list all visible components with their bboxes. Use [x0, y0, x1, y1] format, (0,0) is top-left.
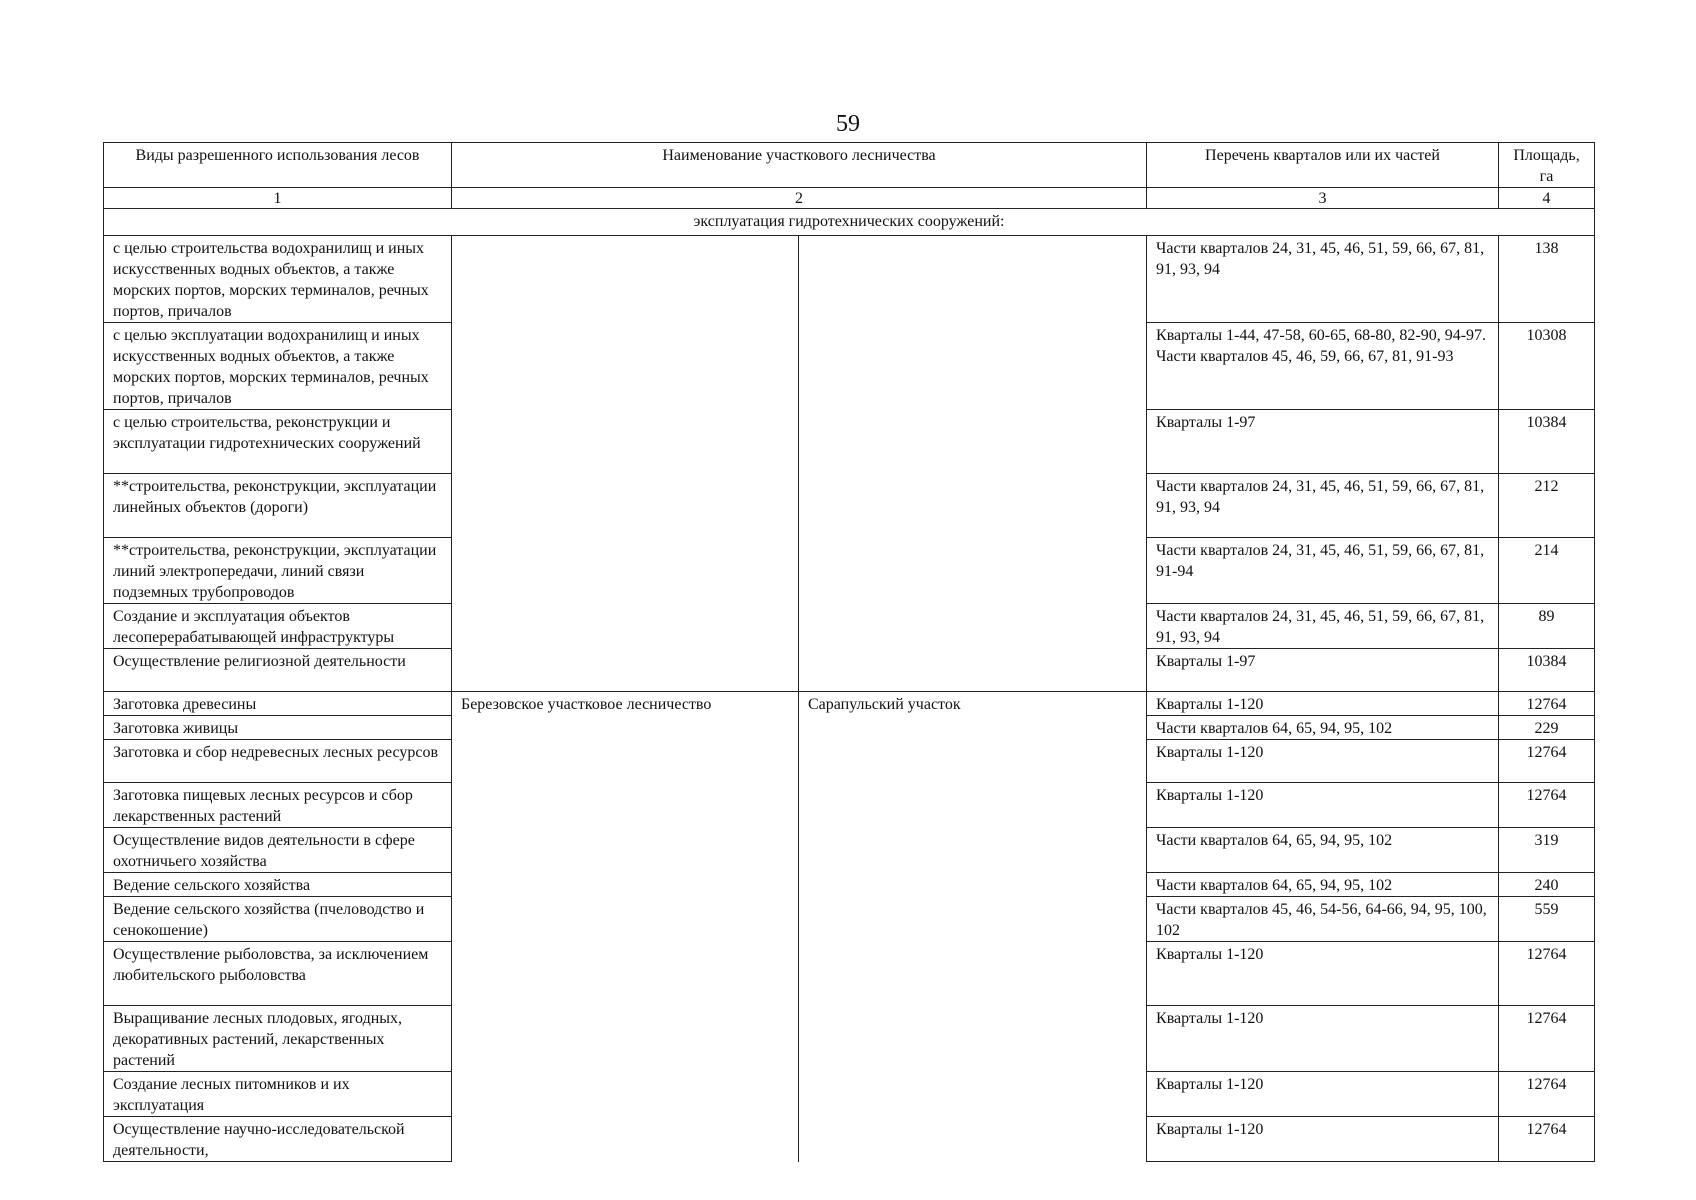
forestry-cell	[452, 474, 799, 538]
forestry-cell	[452, 897, 799, 942]
table-row	[104, 716, 1595, 740]
forestry-cell	[452, 942, 799, 1006]
area-cell: 12764	[1499, 692, 1595, 716]
forestry-cell	[452, 649, 799, 692]
use-type-cell: Заготовка пищевых лесных ресурсов и сбор лекарственных растений	[104, 783, 452, 828]
site-cell	[799, 873, 1147, 897]
use-type-cell: Осуществление религиозной деятельности	[104, 649, 452, 692]
quarters-cell: Кварталы 1-44, 47-58, 60-65, 68-80, 82-90, 94-97. Части кварталов 45, 46, 59, 66, 67, 81, 91-93	[1147, 323, 1499, 410]
site-name: Сарапульский участок	[799, 692, 1147, 716]
forestry-cell	[452, 740, 799, 783]
table-row	[104, 236, 1595, 323]
forestry-cell	[452, 236, 799, 323]
use-type-cell: с целью строительства водохранилищ и иных искусственных водных объектов, а также морских портов, морских терминалов, речных портов, причалов	[104, 236, 452, 323]
column-number: 3	[1147, 188, 1499, 209]
site-cell	[799, 1006, 1147, 1072]
site-cell	[799, 604, 1147, 649]
quarters-cell: Кварталы 1-120	[1147, 740, 1499, 783]
forestry-cell	[452, 1117, 799, 1162]
forest-use-table	[103, 142, 1595, 1162]
site-cell	[799, 942, 1147, 1006]
area-cell: 214	[1499, 538, 1595, 604]
use-type-cell: Осуществление видов деятельности в сфере охотничьего хозяйства	[104, 828, 452, 873]
table-row	[104, 828, 1595, 873]
header-row	[104, 143, 1595, 188]
quarters-cell: Кварталы 1-120	[1147, 783, 1499, 828]
table-row	[104, 323, 1595, 410]
use-type-cell: с целью эксплуатации водохранилищ и иных искусственных водных объектов, а также морских портов, морских терминалов, речных портов, причалов	[104, 323, 452, 410]
forestry-cell	[452, 716, 799, 740]
section-row	[104, 209, 1595, 236]
site-cell	[799, 323, 1147, 410]
header-area: Площадь, га	[1499, 143, 1595, 188]
area-cell: 12764	[1499, 1006, 1595, 1072]
area-cell: 10384	[1499, 649, 1595, 692]
table-row	[104, 1006, 1595, 1072]
area-cell: 559	[1499, 897, 1595, 942]
column-number: 4	[1499, 188, 1595, 209]
site-cell	[799, 649, 1147, 692]
site-cell	[799, 1117, 1147, 1162]
use-type-cell: Ведение сельского хозяйства (пчеловодство и сенокошение)	[104, 897, 452, 942]
site-cell	[799, 897, 1147, 942]
use-type-cell: **строительства, реконструкции, эксплуатации линий электропередачи, линий связи подземных трубопроводов	[104, 538, 452, 604]
quarters-cell: Кварталы 1-97	[1147, 649, 1499, 692]
page-number: 59	[836, 111, 860, 137]
table-row	[104, 1117, 1595, 1162]
area-cell: 229	[1499, 716, 1595, 740]
site-cell	[799, 740, 1147, 783]
column-number: 1	[104, 188, 452, 209]
area-cell: 12764	[1499, 740, 1595, 783]
quarters-cell: Части кварталов 24, 31, 45, 46, 51, 59, 66, 67, 81, 91, 93, 94	[1147, 236, 1499, 323]
area-cell: 89	[1499, 604, 1595, 649]
table-row	[104, 538, 1595, 604]
area-cell: 10384	[1499, 410, 1595, 474]
quarters-cell: Части кварталов 64, 65, 94, 95, 102	[1147, 828, 1499, 873]
quarters-cell: Части кварталов 24, 31, 45, 46, 51, 59, 66, 67, 81, 91, 93, 94	[1147, 604, 1499, 649]
quarters-cell: Части кварталов 64, 65, 94, 95, 102	[1147, 716, 1499, 740]
area-cell: 12764	[1499, 1072, 1595, 1117]
site-cell	[799, 828, 1147, 873]
forestry-cell	[452, 410, 799, 474]
area-cell: 319	[1499, 828, 1595, 873]
site-cell	[799, 410, 1147, 474]
quarters-cell: Кварталы 1-120	[1147, 942, 1499, 1006]
table-row	[104, 649, 1595, 692]
table-row	[104, 692, 1595, 716]
forestry-cell	[452, 538, 799, 604]
quarters-cell: Кварталы 1-120	[1147, 1006, 1499, 1072]
use-type-cell: Осуществление рыболовства, за исключением любительского рыболовства	[104, 942, 452, 1006]
use-type-cell: Создание лесных питомников и их эксплуатация	[104, 1072, 452, 1117]
table-row	[104, 1072, 1595, 1117]
header-use-types: Виды разрешенного использования лесов	[104, 143, 452, 188]
forestry-cell	[452, 604, 799, 649]
forestry-name: Березовское участковое лесничество	[452, 692, 799, 716]
area-cell: 12764	[1499, 783, 1595, 828]
use-type-cell: Ведение сельского хозяйства	[104, 873, 452, 897]
use-type-cell: Заготовка древесины	[104, 692, 452, 716]
use-type-cell: **строительства, реконструкции, эксплуатации линейных объектов (дороги)	[104, 474, 452, 538]
forestry-cell	[452, 323, 799, 410]
quarters-cell: Кварталы 1-120	[1147, 1072, 1499, 1117]
site-cell	[799, 716, 1147, 740]
quarters-cell: Части кварталов 24, 31, 45, 46, 51, 59, 66, 67, 81, 91, 93, 94	[1147, 474, 1499, 538]
table-row	[104, 942, 1595, 1006]
table-row	[104, 897, 1595, 942]
quarters-cell: Части кварталов 64, 65, 94, 95, 102	[1147, 873, 1499, 897]
use-type-cell: Выращивание лесных плодовых, ягодных, декоративных растений, лекарственных растений	[104, 1006, 452, 1072]
table-row	[104, 783, 1595, 828]
use-type-cell: Осуществление научно-исследовательской деятельности,	[104, 1117, 452, 1162]
table-row	[104, 740, 1595, 783]
site-cell	[799, 474, 1147, 538]
header-forestry-name: Наименование участкового лесничества	[452, 143, 1147, 188]
forestry-cell	[452, 1072, 799, 1117]
quarters-cell: Кварталы 1-120	[1147, 1117, 1499, 1162]
section-title: эксплуатация гидротехнических сооружений:	[104, 209, 1595, 236]
table-row	[104, 474, 1595, 538]
column-number-row	[104, 188, 1595, 209]
site-cell	[799, 538, 1147, 604]
column-number: 2	[452, 188, 1147, 209]
area-cell: 138	[1499, 236, 1595, 323]
use-type-cell: Заготовка живицы	[104, 716, 452, 740]
quarters-cell: Кварталы 1-120	[1147, 692, 1499, 716]
site-cell	[799, 783, 1147, 828]
header-quarters: Перечень кварталов или их частей	[1147, 143, 1499, 188]
area-cell: 12764	[1499, 942, 1595, 1006]
table-row	[104, 604, 1595, 649]
quarters-cell: Кварталы 1-97	[1147, 410, 1499, 474]
site-cell	[799, 236, 1147, 323]
use-type-cell: с целью строительства, реконструкции и эксплуатации гидротехнических сооружений	[104, 410, 452, 474]
area-cell: 10308	[1499, 323, 1595, 410]
use-type-cell: Заготовка и сбор недревесных лесных ресурсов	[104, 740, 452, 783]
forestry-cell	[452, 1006, 799, 1072]
area-cell: 12764	[1499, 1117, 1595, 1162]
table-row	[104, 873, 1595, 897]
site-cell	[799, 1072, 1147, 1117]
forestry-cell	[452, 828, 799, 873]
forestry-cell	[452, 783, 799, 828]
quarters-cell: Части кварталов 45, 46, 54-56, 64-66, 94, 95, 100, 102	[1147, 897, 1499, 942]
area-cell: 212	[1499, 474, 1595, 538]
area-cell: 240	[1499, 873, 1595, 897]
table-row	[104, 410, 1595, 474]
forestry-cell	[452, 873, 799, 897]
quarters-cell: Части кварталов 24, 31, 45, 46, 51, 59, 66, 67, 81, 91-94	[1147, 538, 1499, 604]
use-type-cell: Создание и эксплуатация объектов лесоперерабатывающей инфраструктуры	[104, 604, 452, 649]
